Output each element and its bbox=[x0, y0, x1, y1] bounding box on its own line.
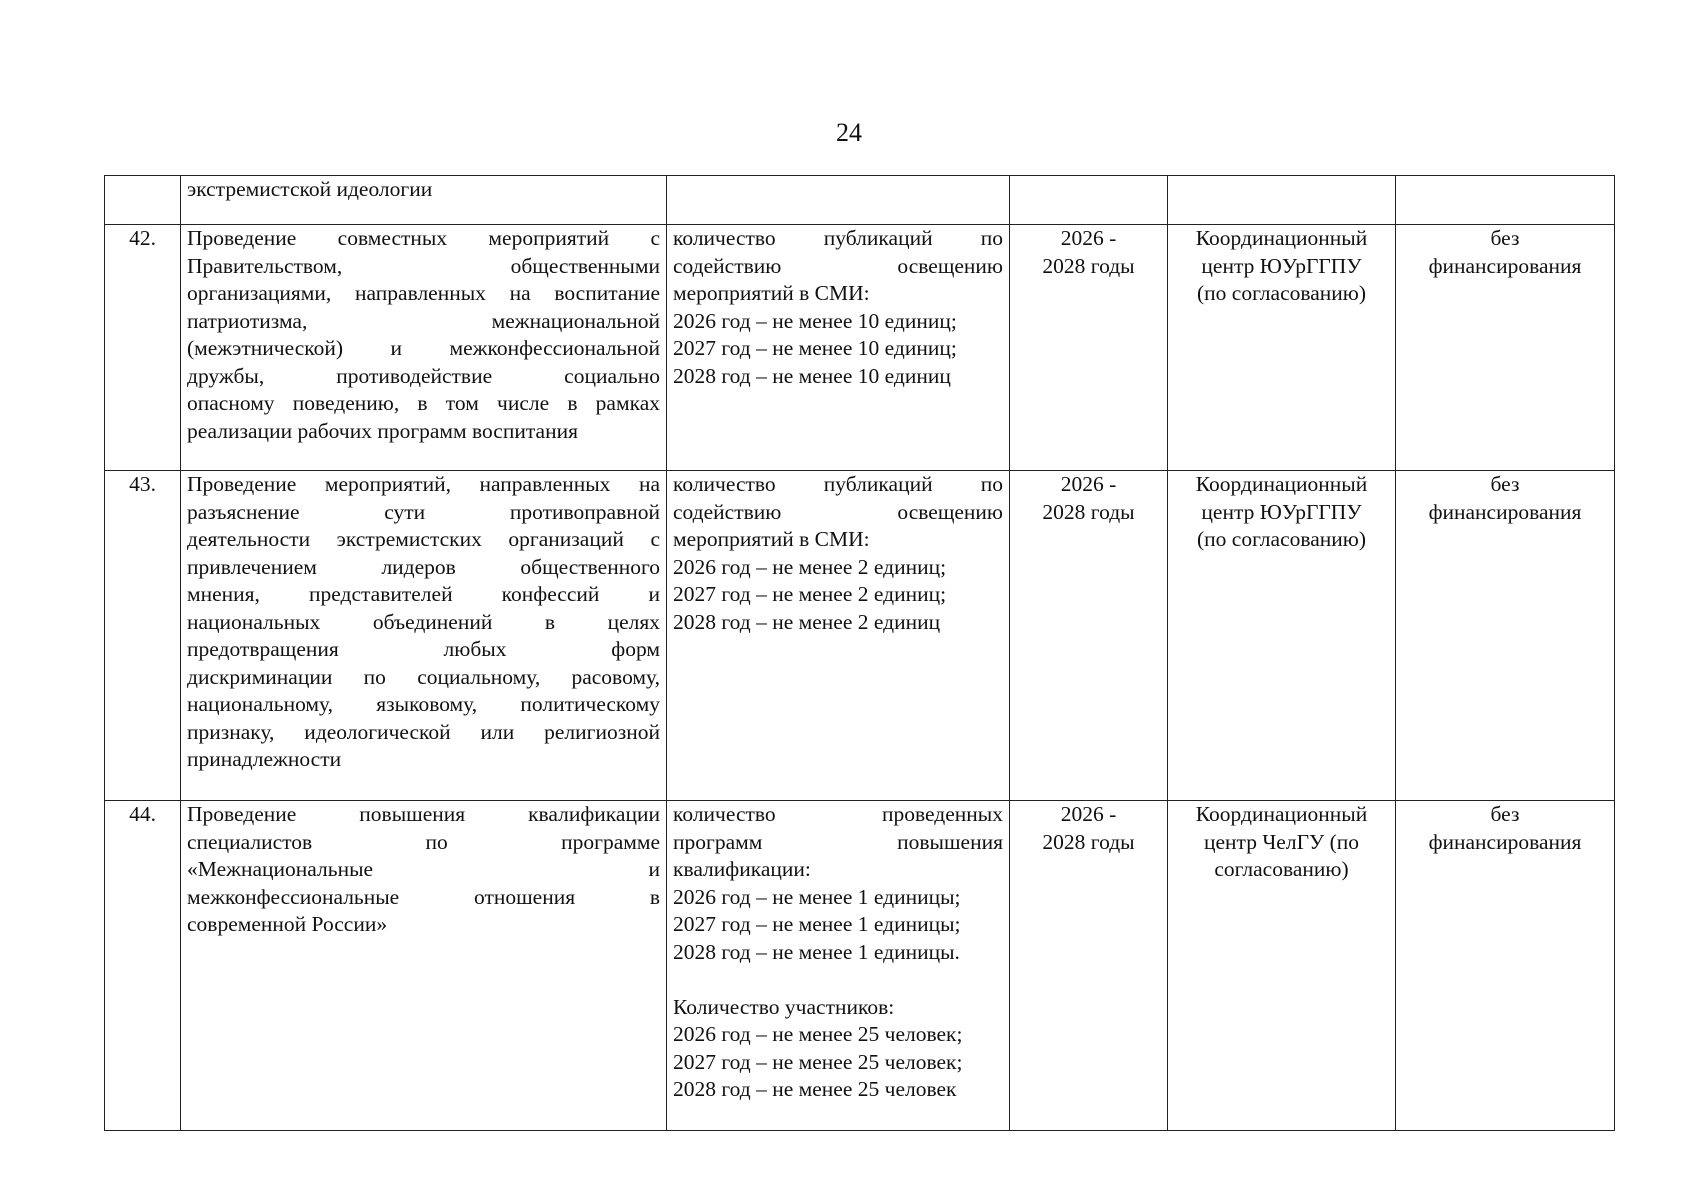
period-cell bbox=[1010, 176, 1168, 225]
indicator-cell: количество публикаций по содействию освещению мероприятий в СМИ: 2026 год – не менее 2 единиц; 2027 год – не менее 2 единиц; 2028 год – не менее 2 единиц bbox=[667, 471, 1010, 801]
event-cell: Проведение совместных мероприятий с Правительством, общественными организациями, направленных на воспитание патриотизма, межнациональной (межэтнической) и межконфессиональной дружбы, противодействие социально опасному поведению, в том числе в рамках реализации рабочих программ воспитания bbox=[181, 225, 667, 471]
period-cell: 2026 - 2028 годы bbox=[1010, 225, 1168, 471]
funding-cell: без финансирования bbox=[1396, 471, 1615, 801]
funding-cell bbox=[1396, 176, 1615, 225]
indicator-cell: количество проведенных программ повышения квалификации: 2026 год – не менее 1 единицы; 2027 год – не менее 1 единицы; 2028 год – не менее 1 единицы. Количество участников: 2026 год – не менее 25 человек; 2027 год – не менее 25 человек; 2028 год – не менее 25 человек bbox=[667, 801, 1010, 1131]
row-number: 42. bbox=[105, 225, 181, 471]
period-cell: 2026 - 2028 годы bbox=[1010, 471, 1168, 801]
funding-cell: без финансирования bbox=[1396, 225, 1615, 471]
table-row bbox=[105, 801, 1615, 1131]
indicator-cell: количество публикаций по содействию освещению мероприятий в СМИ: 2026 год – не менее 10 единиц; 2027 год – не менее 10 единиц; 2028 год – не менее 10 единиц bbox=[667, 225, 1010, 471]
executor-cell: Координационный центр ЮУрГГПУ (по согласованию) bbox=[1168, 471, 1396, 801]
funding-cell: без финансирования bbox=[1396, 801, 1615, 1131]
indicator-cell bbox=[667, 176, 1010, 225]
event-cell: Проведение мероприятий, направленных на разъяснение сути противоправной деятельности экстремистских организаций с привлечением лидеров общественного мнения, представителей конфессий и национальных объединений в целях предотвращения любых форм дискриминации по социальному, расовому, национальному, языковому, политическому признаку, идеологической или религиозной принадлежности bbox=[181, 471, 667, 801]
period-cell: 2026 - 2028 годы bbox=[1010, 801, 1168, 1131]
executor-cell: Координационный центр ЧелГУ (по согласованию) bbox=[1168, 801, 1396, 1131]
table-row bbox=[105, 471, 1615, 801]
executor-cell bbox=[1168, 176, 1396, 225]
event-cell: Проведение повышения квалификации специалистов по программе «Межнациональные и межконфессиональные отношения в современной России» bbox=[181, 801, 667, 1131]
num-cell bbox=[105, 176, 181, 225]
spacer bbox=[673, 966, 1003, 994]
page-number: 24 bbox=[836, 118, 862, 147]
table-row-continuation bbox=[105, 176, 1615, 225]
executor-cell: Координационный центр ЮУрГГПУ (по согласованию) bbox=[1168, 225, 1396, 471]
activities-table bbox=[104, 175, 1615, 1131]
table-row bbox=[105, 225, 1615, 471]
row-number: 44. bbox=[105, 801, 181, 1131]
event-cell: экстремистской идеологии bbox=[181, 176, 667, 225]
row-number: 43. bbox=[105, 471, 181, 801]
